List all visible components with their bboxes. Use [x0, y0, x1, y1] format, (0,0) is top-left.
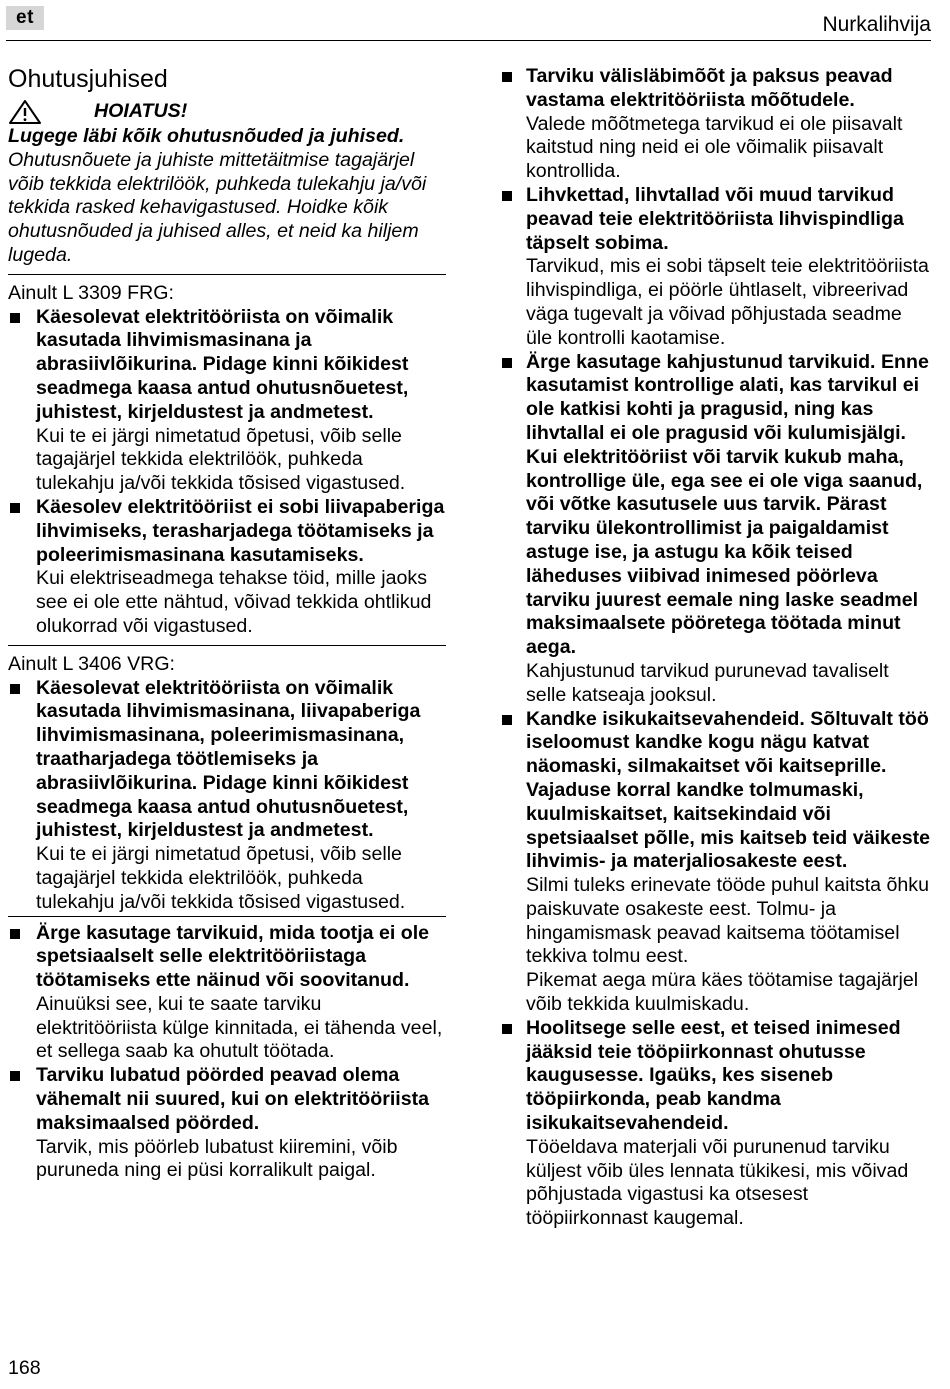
item-bold: Kandke isikukaitsevahendeid. Sõltuvalt töö iseloomust kandke kogu nägu katvat näomaski, silmakaitset või kaitseprille. Vajaduse korral kandke tolmumaski, kuulmiskaitset, kaitsekindaid või spetsiaalset põlle, mis kaitseb teid väikeste lihvimis- ja materjaliosakeste eest. [526, 707, 931, 873]
intro-text: Ohutusnõuete ja juhiste mittetäitmise tagajärjel võib tekkida elektrilöök, puhkeda tulekahju ja/või tekkida rasked kehavigastused. Hoidke kõik ohutusnõuded ja juhised alles, et neid ka hiljem lugeda. [8, 148, 427, 266]
left-column [8, 64, 446, 1183]
warning-header [8, 98, 446, 125]
list-item [8, 1064, 446, 1183]
language-badge: et [6, 6, 44, 30]
item-text: Tarvik, mis pöörleb lubatust kiiremini, võib puruneda ning ei püsi korralikult paigal. [36, 1135, 398, 1182]
item-text: Pikemat aega müra käes töötamise tagajärjel võib tekkida kuulmiskadu. [526, 969, 919, 1016]
item-text: Ainuüksi see, kui te saate tarviku elektritööriista külge kinnitada, ei tähenda veel, et sellega saab ka ohutult töötada. [36, 992, 443, 1063]
list-item [500, 1017, 932, 1231]
header-title: Nurkalihvija [822, 13, 931, 36]
item-bold: Käesolevat elektritööriista on võimalik kasutada lihvimismasinana, liivapaberiga lihvimismasinana, poleerimismasinana, traatharjadega töötlemiseks ja abrasiivlõikurina. Pidage kinni kõikidest seadmega kaasa antud ohutusnõuetest, juhistest, kirjeldustest ja andmetest. [36, 676, 421, 842]
divider [8, 916, 446, 917]
list-item [500, 184, 932, 351]
header-rule [6, 40, 931, 41]
item-text: Kahjustunud tarvikud purunevad tavaliselt selle katseaja jooksul. [526, 659, 889, 706]
bullet-square-icon [502, 358, 512, 368]
warning-label: HOIATUS! [94, 99, 188, 122]
item-text: Valede mõõtmetega tarvikud ei ole piisavalt kaitstud ning neid ei ole võimalik piisavalt kontrollida. [526, 112, 903, 183]
list-item [8, 306, 446, 496]
item-bold: Tarviku välisläbimõõt ja paksus peavad vastama elektritööriista mõõtudele. [526, 65, 893, 111]
list-item [8, 496, 446, 639]
item-text: Tööeldava materjali või purunenud tarviku küljest võib üles lennata tükikesi, mis võivad põhjustada vigastusi ka otsesest tööpiirkonnast kaugemal. [526, 1135, 909, 1230]
item-text: Kui te ei järgi nimetatud õpetusi, võib selle tagajärjel tekkida elektrilöök, puhkeda tulekahju ja/või tekkida tõsised vigastused. [36, 424, 406, 495]
bullet-square-icon [502, 1024, 512, 1034]
bullet-square-icon [10, 503, 20, 513]
bullet-square-icon [502, 715, 512, 725]
bullet-square-icon [10, 929, 20, 939]
page-number: 168 [8, 1357, 41, 1379]
bullet-square-icon [10, 313, 20, 323]
item-bold: Lihvkettad, lihvtallad või muud tarvikud peavad teie elektritööriista lihvispindliga täpselt sobima. [526, 183, 904, 254]
item-text: Kui elektriseadmega tehakse töid, mille jaoks see ei ole ette nähtud, võivad tekkida ohtlikud olukorrad või vigastused. [36, 567, 432, 637]
list-item [500, 65, 932, 184]
right-column [500, 65, 932, 1231]
section-title: Ohutusjuhised [8, 65, 168, 93]
bullet-square-icon [10, 1071, 20, 1081]
list-item [8, 677, 446, 915]
item-bold: Hoolitsege selle eest, et teised inimesed jääksid teie tööpiirkonnast ohutusse kaugusesse. Igaüks, kes siseneb tööpiirkonda, peab kandma isikukaitsevahendeid. [526, 1016, 901, 1135]
item-bold: Käesolev elektritööriist ei sobi liivapaberiga lihvimiseks, terasharjadega töötamiseks ja poleerimismasinana kasutamiseks. [36, 495, 445, 566]
item-text: Tarvikud, mis ei sobi täpselt teie elektritööriista lihvispindliga, ei pöörle ühtlaselt, vibreerivad väga tugevalt ja võivad põhjustada seadme üle kontrolli kaotamise. [526, 255, 929, 349]
warning-triangle-icon [8, 99, 42, 125]
list-item [8, 922, 446, 1065]
list-item [500, 351, 932, 708]
bullet-square-icon [502, 191, 512, 201]
bullet-square-icon [10, 684, 20, 694]
item-text: Kui te ei järgi nimetatud õpetusi, võib selle tagajärjel tekkida elektrilöök, puhkeda tulekahju ja/või tekkida tõsised vigastused. [36, 843, 406, 913]
item-text: Silmi tuleks erinevate tööde puhul kaitsta õhku paiskuvate osakeste eest. Tolmu- ja hingamismask peavad kaitsema töötamisel tekkiva tolmu eest. [526, 874, 929, 968]
item-bold: Ärge kasutage kahjustunud tarvikuid. Enne kasutamist kontrollige alati, kas tarvikul ei ole katkisi kohti ja pragusid, ning kas lihvtallal ei ole pragusid või kulumisjälgi. Kui elektritööriist või tarvik kukub maha, kontrollige üle, ega see ei ole viga saanud, või võtke kasutusele uus tarvik. Pärast tarviku ülekontrollimist ja paigaldamist astuge ise, ja astugu ka kõik teised läheduses viibivad inimesed pöörleva tarviku juurest eemale ning laske seadmel maksimaalsete pööretega töötada minut aega. [526, 350, 929, 659]
intro-bold: Lugege läbi kõik ohutusnõuded ja juhised. [8, 125, 405, 147]
item-bold: Käesolevat elektritööriista on võimalik kasutada lihvimismasinana ja abrasiivlõikurina. Pidage kinni kõikidest seadmega kaasa antud ohutusnõuetest, juhistest, kirjeldustest ja andmetest. [36, 305, 409, 423]
subheading-vrg: Ainult L 3406 VRG: [8, 652, 176, 675]
divider [8, 645, 446, 646]
item-bold: Ärge kasutage tarvikuid, mida tootja ei ole spetsiaalselt selle elektritööriistaga töötamiseks ette näinud või soovitanud. [36, 921, 430, 992]
list-item [500, 708, 932, 1017]
divider [8, 274, 446, 275]
item-bold: Tarviku lubatud pöörded peavad olema vähemalt nii suured, kui on elektritööriista maksimaalsed pöörded. [36, 1064, 430, 1134]
subheading-frg: Ainult L 3309 FRG: [8, 281, 174, 304]
bullet-square-icon [502, 72, 512, 82]
